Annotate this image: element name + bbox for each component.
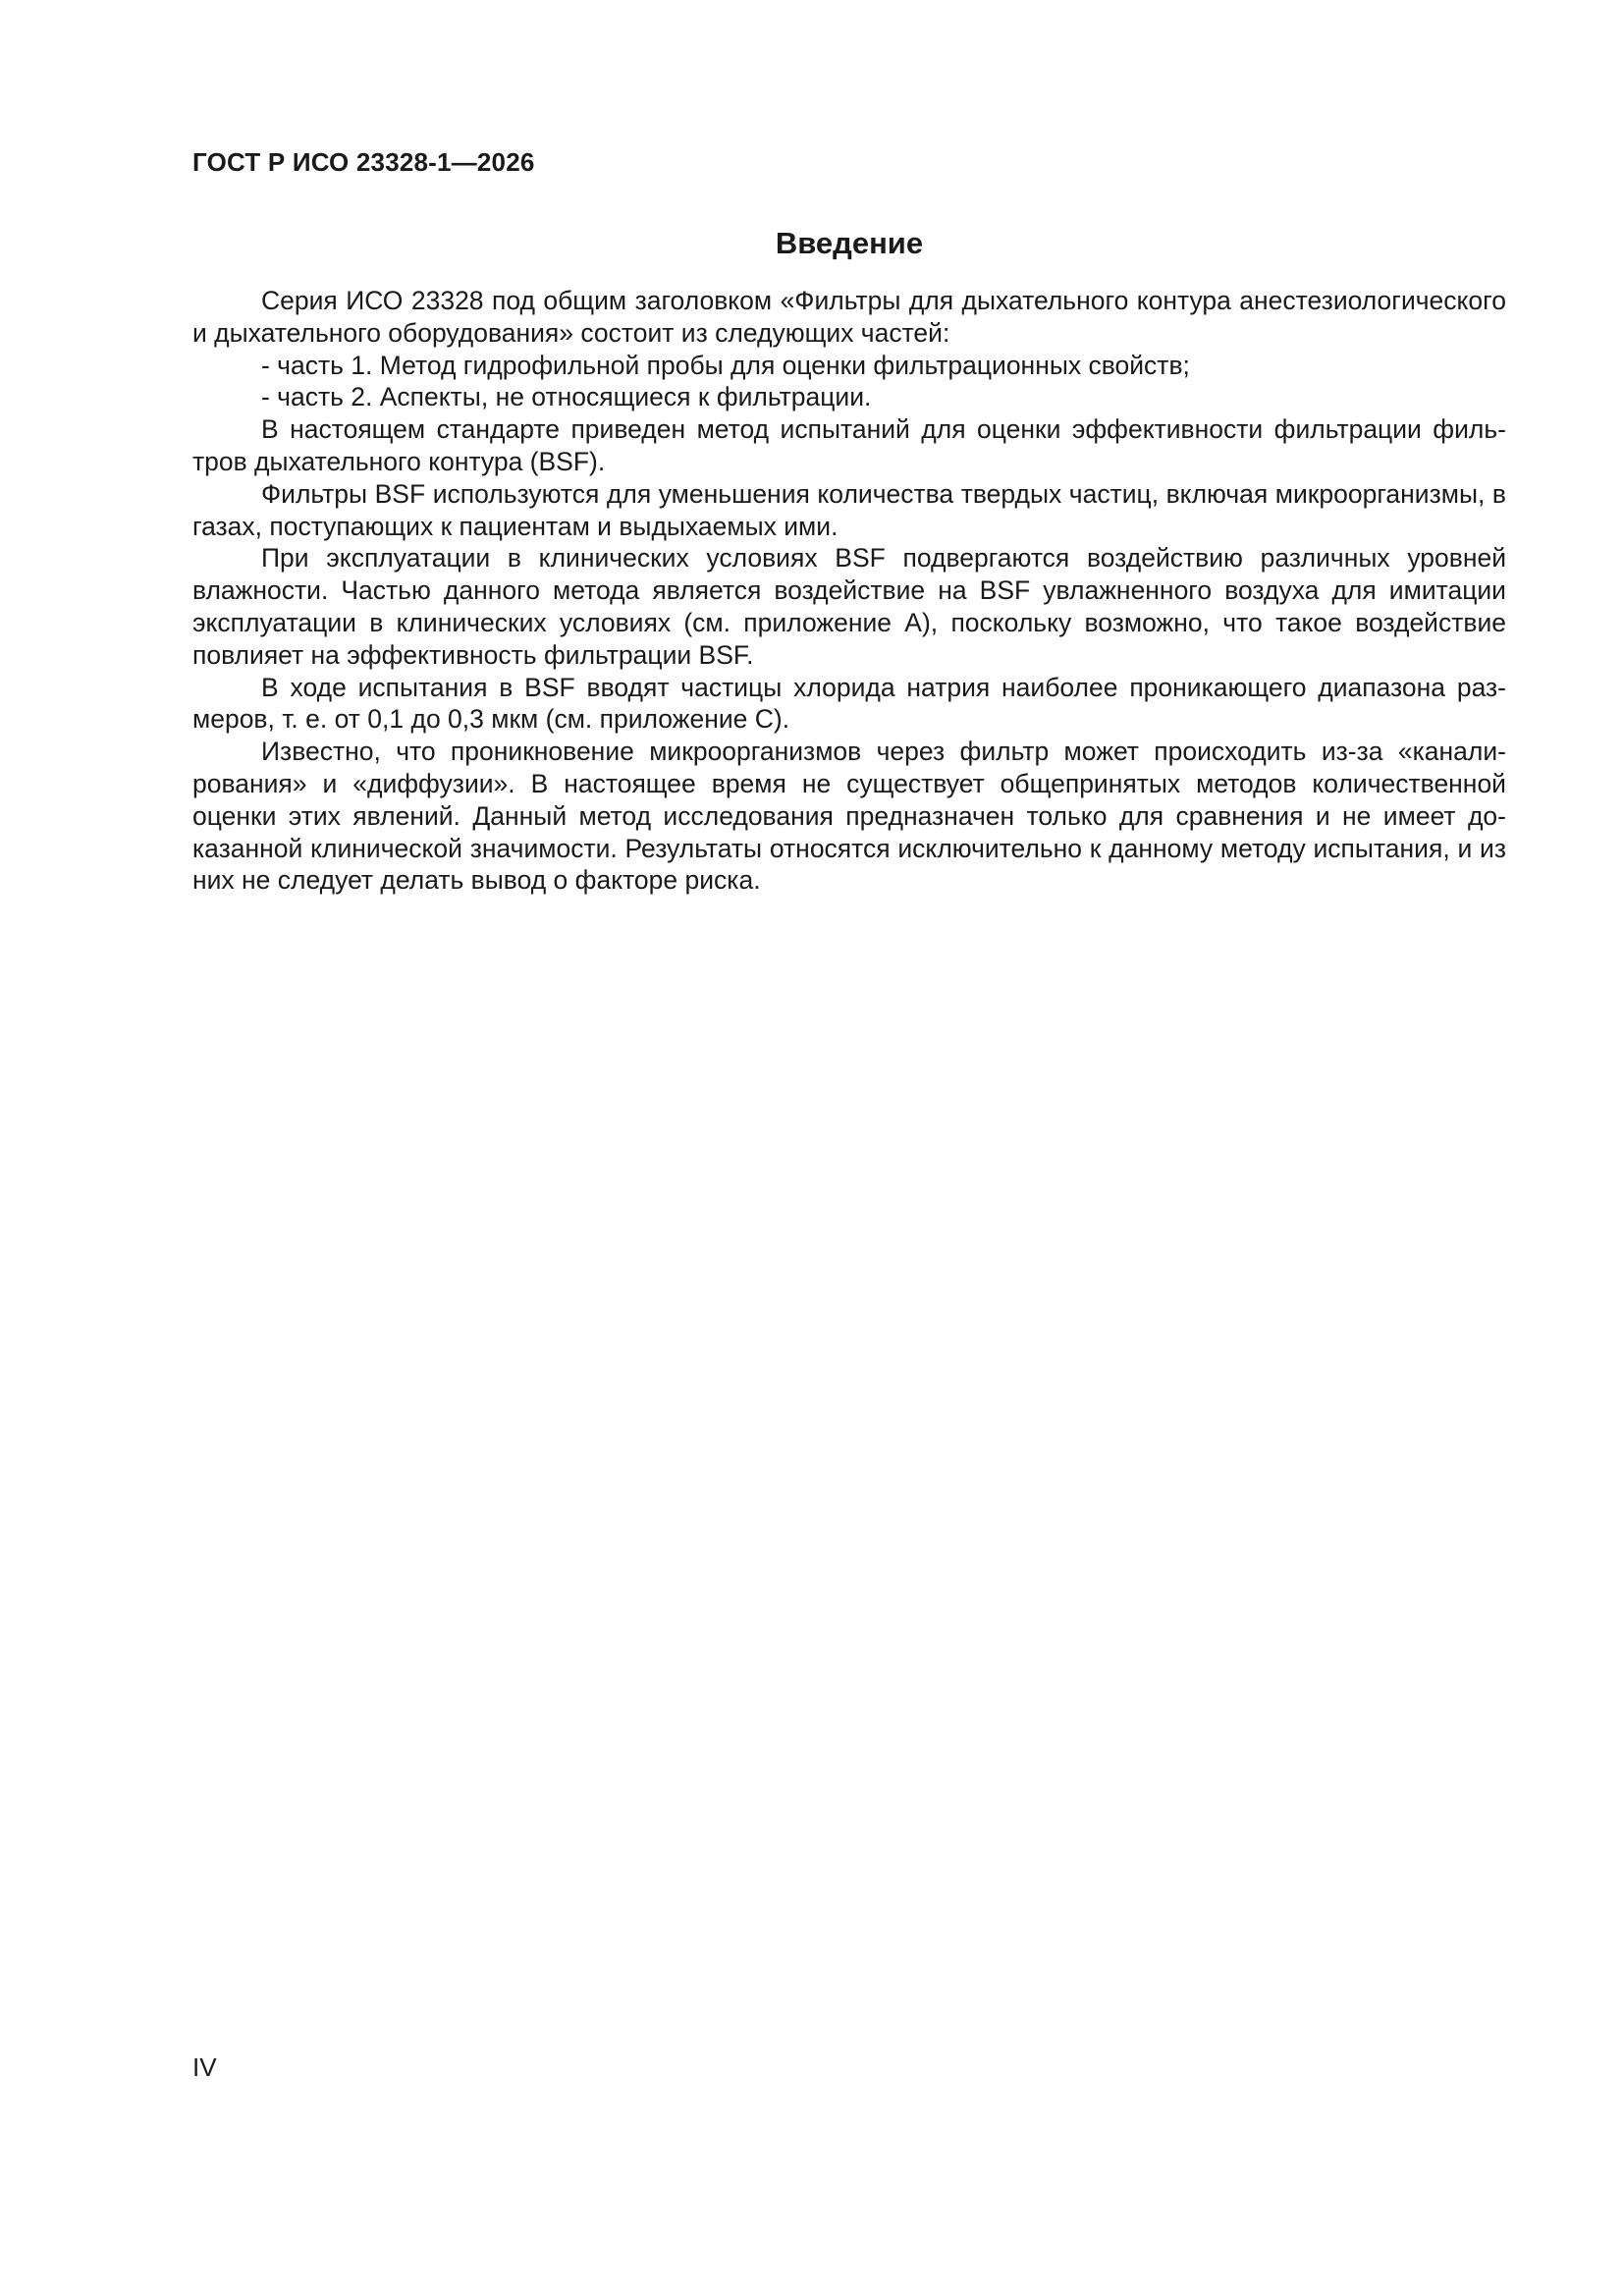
page-number: IV (192, 2052, 217, 2082)
section-title: Введение (775, 226, 924, 260)
paragraph-purpose: Фильтры BSF используются для уменьшения количества твердых частиц, включая микроорганизмы, в газах, поступающих к пациентам и выдыхаемых ими. (192, 478, 1506, 541)
paragraph-humidity: При эксплуатации в клинических условиях BSF подвергаются воздействию различных уровней влажности. Частью данного метода является воздействие на BSF увлажненного воздуха для имитации эксплуатации в клинических условиях (см. приложение А), поскольку возможно, что такое воздействие повлияет на эффективность фильтрации BSF. (192, 543, 1506, 670)
paragraph-scope: В настоящем стандарте приведен метод испытаний для оценки эффективности фильтрации фильтров дыхательного контура (BSF). (192, 414, 1506, 476)
document-header: ГОСТ Р ИСО 23328-1—2026 (192, 147, 535, 177)
list-item-part-2: - часть 2. Аспекты, не относящиеся к фильтрации. (261, 382, 872, 412)
paragraph-series-intro: Серия ИСО 23328 под общим заголовком «Фильтры для дыхательного контура анестезиологического и дыхательного оборудования» состоит из следующих частей: (192, 286, 1506, 348)
paragraph-particles: В ходе испытания в BSF вводят частицы хлорида натрия наиболее проникающего диапазона размеров, т. е. от 0,1 до 0,3 мкм (см. приложение С). (192, 672, 1506, 735)
list-item-part-1: - часть 1. Метод гидрофильной пробы для оценки фильтрационных свойств; (261, 350, 1190, 380)
paragraph-limitations: Известно, что проникновение микроорганизмов через фильтр может происходить из-за «каналирования» и «диффузии». В настоящее время не существует общепринятых методов количественной оценки этих явлений. Данный метод исследования предназначен только для сравнения и не имеет доказанной клинической значимости. Результаты относятся исключительно к данному методу испытания, и из них не следует делать вывод о факторе риска. (192, 737, 1506, 896)
body-text (192, 285, 1506, 897)
